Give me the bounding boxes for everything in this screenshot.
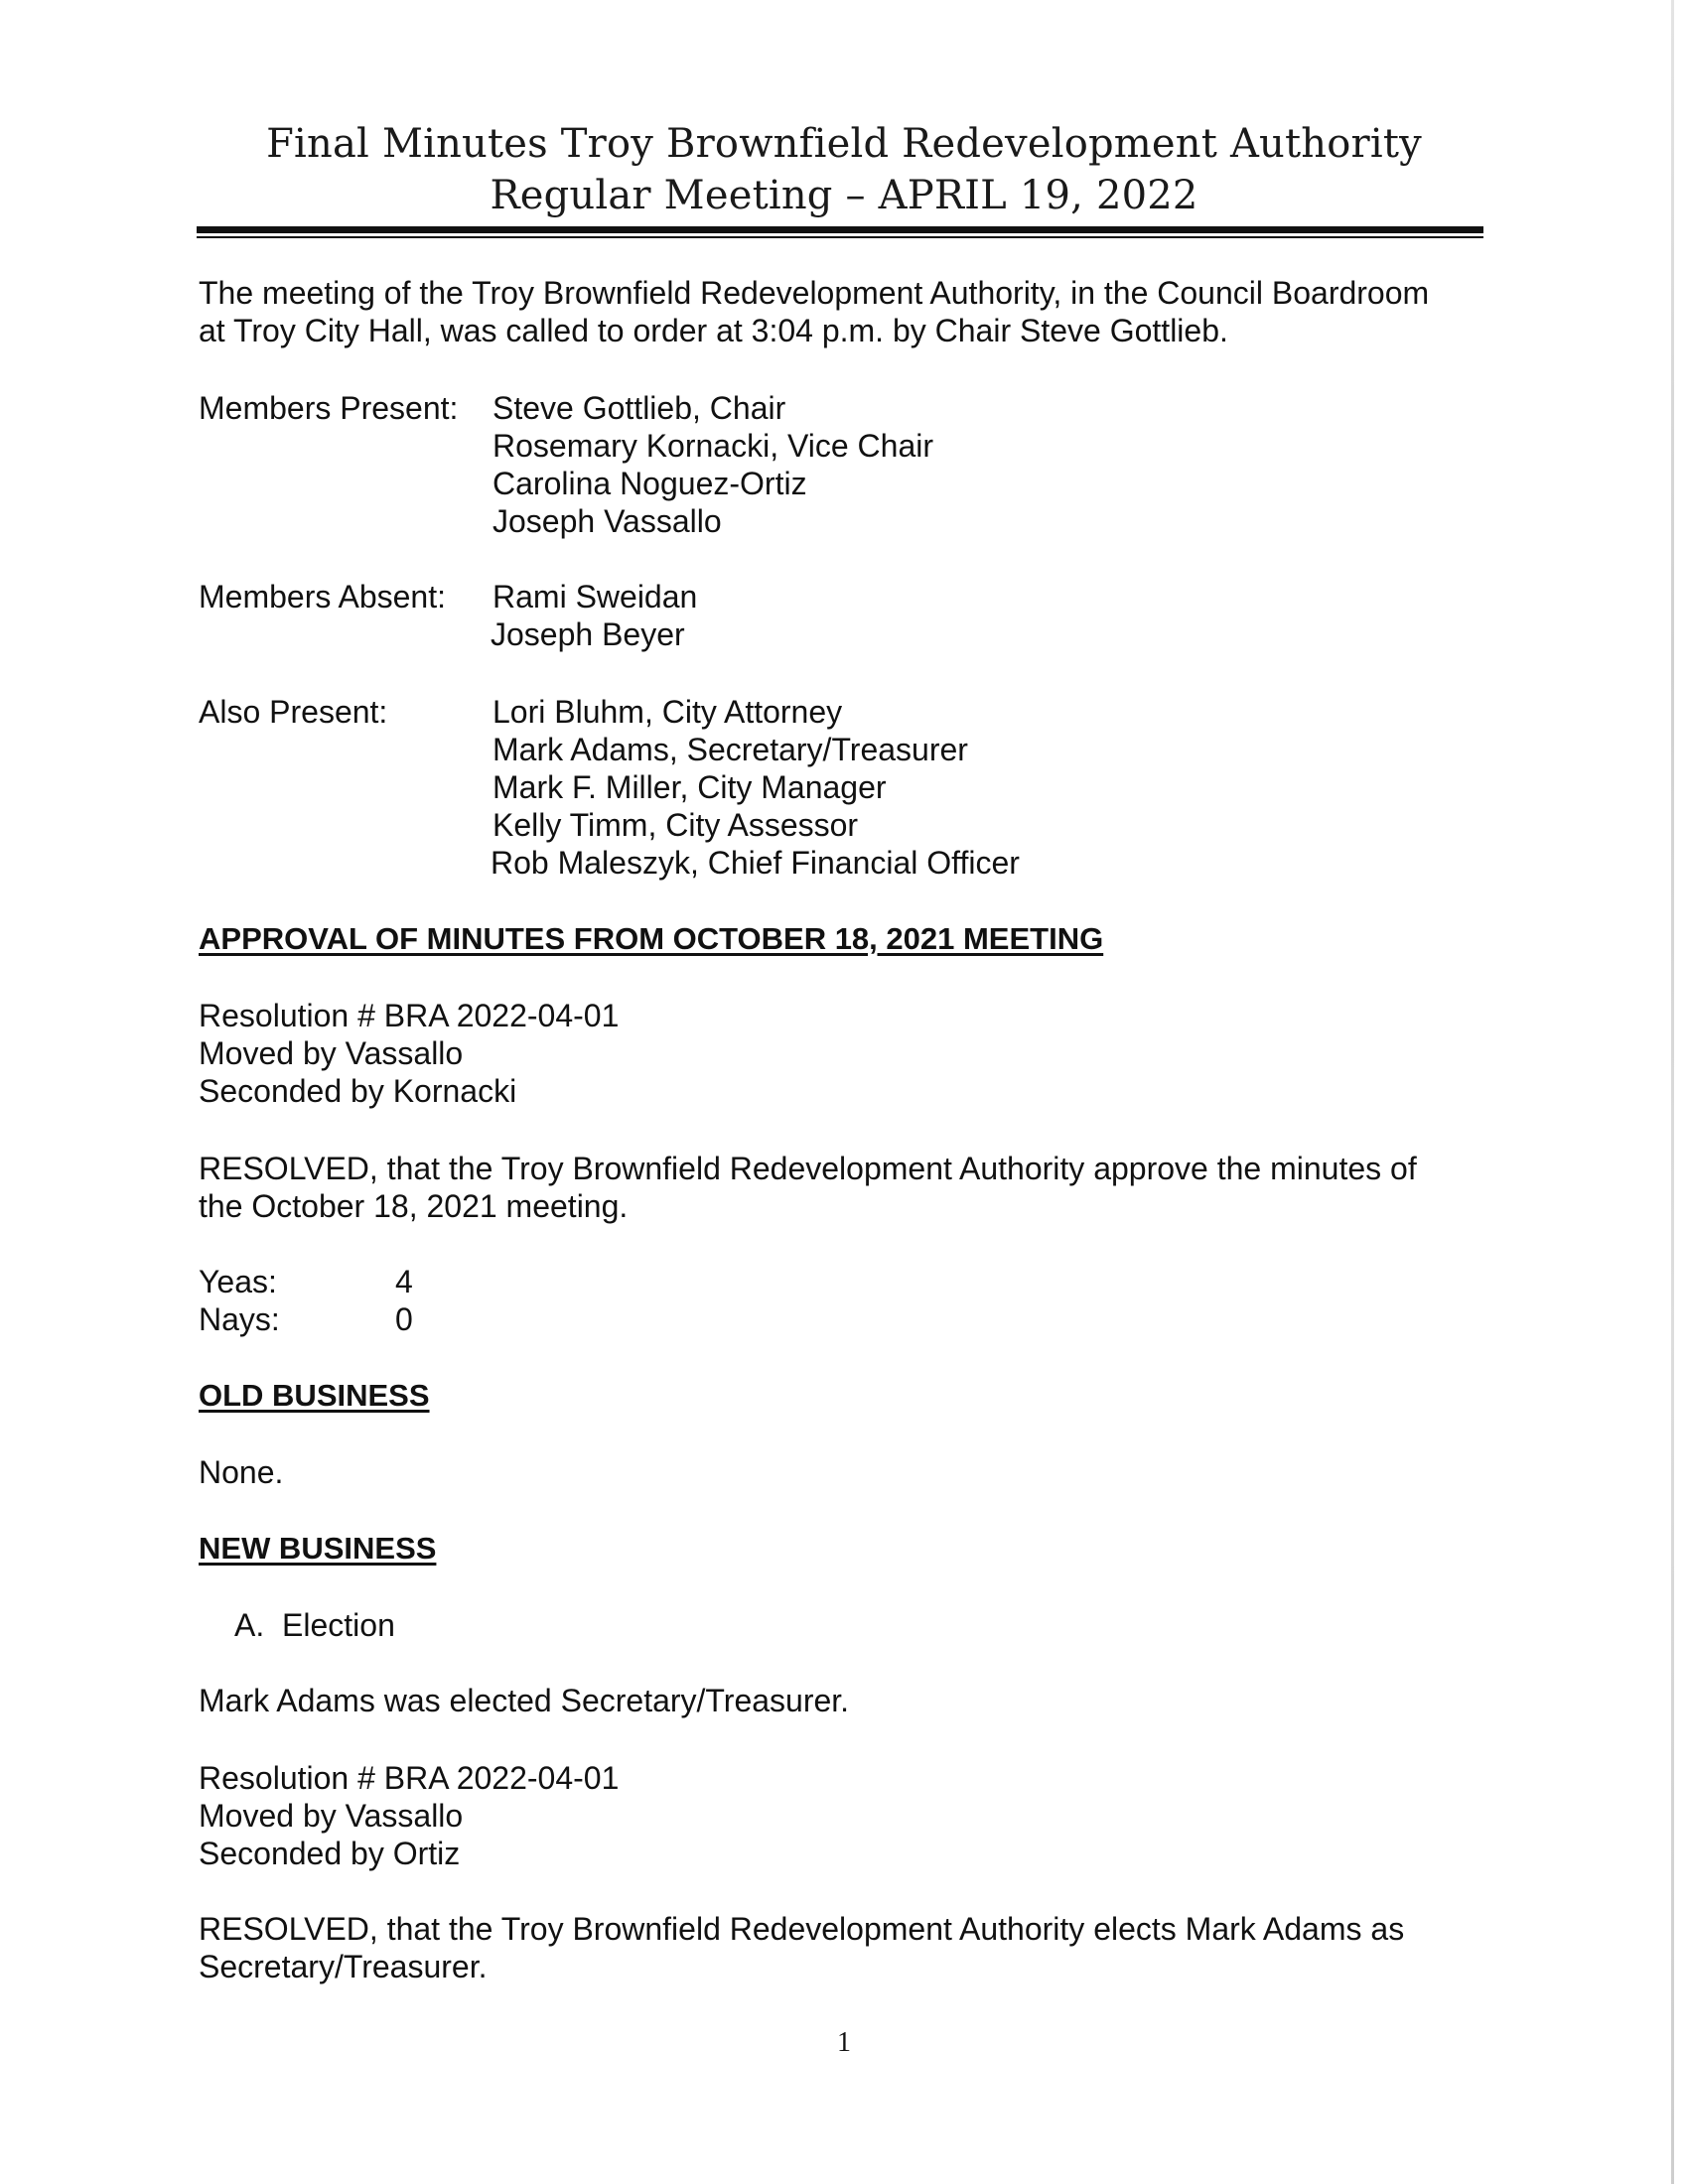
new-business-resolved-line-2: Secretary/Treasurer. [199,1949,488,1984]
nays-label: Nays: [199,1301,280,1337]
yeas-label: Yeas: [199,1264,277,1299]
nays-value: 0 [395,1301,413,1337]
members-absent-label: Members Absent: [199,579,446,614]
members-present-label: Members Present: [199,390,459,426]
member-present: Joseph Vassallo [492,503,722,539]
also-present-person: Rob Maleszyk, Chief Financial Officer [491,845,1020,881]
also-present-person: Mark F. Miller, City Manager [492,769,887,805]
member-absent: Joseph Beyer [491,616,685,652]
intro-line-2: at Troy City Hall, was called to order at 3:04 p.m. by Chair Steve Gottlieb. [199,313,1228,348]
approval-heading: APPROVAL OF MINUTES FROM OCTOBER 18, 2021 MEETING [199,921,1104,956]
old-business-heading: OLD BUSINESS [199,1378,430,1413]
also-present-person: Lori Bluhm, City Attorney [492,694,843,730]
intro-line-1: The meeting of the Troy Brownfield Redevelopment Authority, in the Council Boardroom [199,275,1430,311]
also-present-person: Mark Adams, Secretary/Treasurer [492,732,968,767]
also-present-person: Kelly Timm, City Assessor [492,807,859,843]
new-business-seconded: Seconded by Ortiz [199,1836,461,1871]
new-business-resolved-line-1: RESOLVED, that the Troy Brownfield Redevelopment Authority elects Mark Adams as [199,1911,1405,1947]
member-present: Rosemary Kornacki, Vice Chair [492,428,934,464]
member-present: Steve Gottlieb, Chair [492,390,786,426]
new-business-resolution: Resolution # BRA 2022-04-01 [199,1760,620,1796]
election-result: Mark Adams was elected Secretary/Treasurer. [199,1683,850,1718]
header-rule [197,226,1483,233]
also-present-label: Also Present: [199,694,388,730]
new-business-heading: NEW BUSINESS [199,1531,437,1566]
scan-edge [1671,0,1674,2184]
old-business-text: None. [199,1454,284,1490]
approval-moved: Moved by Vassallo [199,1035,464,1071]
page-number: 1 [837,2027,851,2058]
header-rule-thin [197,236,1483,238]
new-business-item-a: A. Election [234,1607,395,1643]
approval-resolution: Resolution # BRA 2022-04-01 [199,998,620,1033]
yeas-value: 4 [395,1264,413,1299]
approval-resolved-line-1: RESOLVED, that the Troy Brownfield Redevelopment Authority approve the minutes of [199,1151,1417,1186]
member-present: Carolina Noguez-Ortiz [492,466,807,501]
member-absent: Rami Sweidan [492,579,698,614]
document-subtitle: Regular Meeting – APRIL 19, 2022 [490,173,1198,218]
new-business-moved: Moved by Vassallo [199,1798,464,1834]
approval-resolved-line-2: the October 18, 2021 meeting. [199,1188,629,1224]
document-title: Final Minutes Troy Brownfield Redevelopment Authority [266,121,1422,167]
approval-seconded: Seconded by Kornacki [199,1073,517,1109]
